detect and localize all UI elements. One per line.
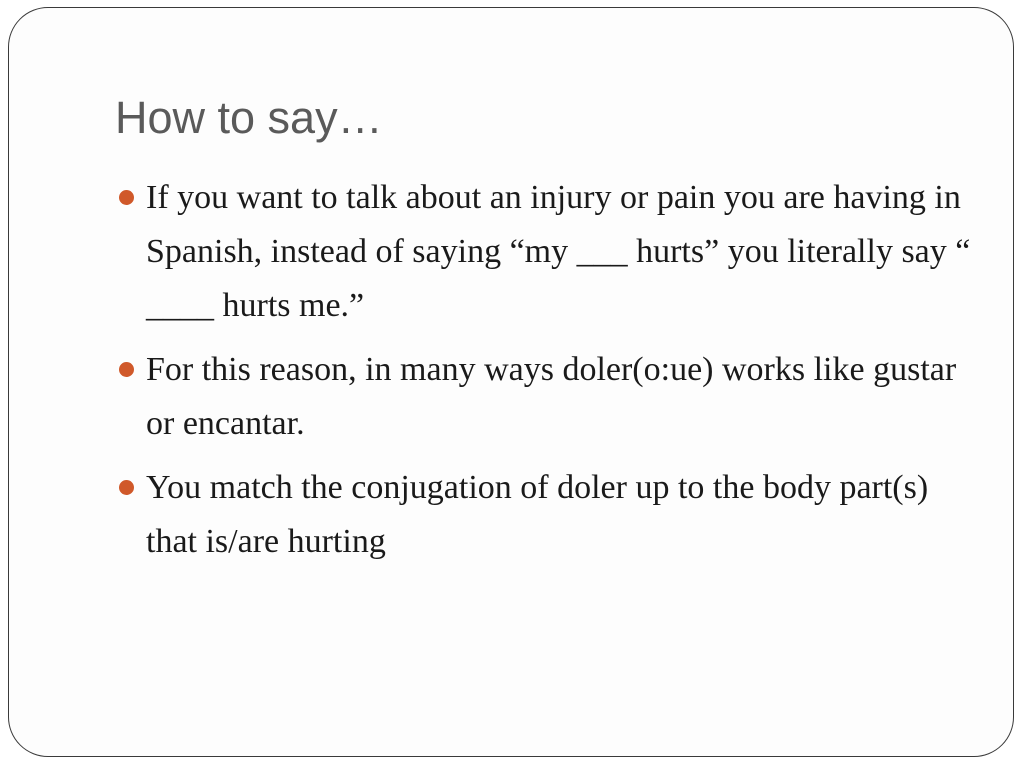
bullet-item [115,171,975,333]
bullet-list [115,171,975,579]
bullet-text: If you want to talk about an injury or pain you are having in Spanish, instead of saying “my ___ hurts” you literally say “ ____ hurts me.” [146,179,971,324]
bullet-dot-icon [119,362,134,377]
slide-frame [8,7,1014,757]
bullet-dot-icon [119,190,134,205]
bullet-item [115,461,975,569]
bullet-dot-icon [119,480,134,495]
slide-title: How to say… [115,92,383,143]
bullet-text: For this reason, in many ways doler(o:ue) works like gustar or encantar. [146,351,957,442]
bullet-text: You match the conjugation of doler up to the body part(s) that is/are hurting [146,469,929,560]
bullet-item [115,343,975,451]
